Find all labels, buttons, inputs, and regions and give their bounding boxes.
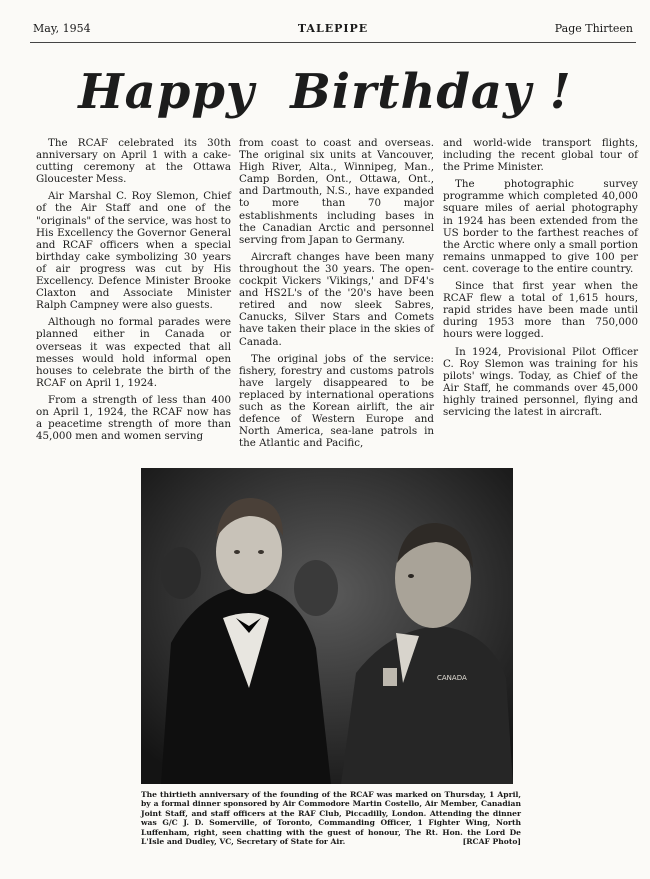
- paragraph: and world-wide transport flights, including the recent global tour of the Prime Minister.: [443, 137, 638, 174]
- publication-name: TALEPIPE: [297, 22, 369, 35]
- issue-date: May, 1954: [33, 22, 91, 35]
- article-body: [36, 137, 638, 450]
- caption-text: The thirtieth anniversary of the founding of the RCAF was marked on Thursday, 1 April, by a formal dinner sponsored by Air Commodore Martin Costello, Air Member, Canadian Joint Staff, and staff officers at the RAF Club, Piccadilly, London. Attending the dinner was G/C J. D. Somerville, of Toronto, Commanding Officer, 1 Fighter Wing, North Luffenham, right, seen chatting with the guest of honour, The Rt. Hon. the Lord De L'Isle and Dudley, VC, Secretary of State for Air.: [141, 790, 521, 847]
- paragraph: In 1924, Provisional Pilot Officer C. Roy Slemon was training for his pilots' wings. Today, as Chief of the Air Staff, he commands over 45,000 highly trained personnel, flying and servicing the latest in aircraft.: [443, 345, 638, 418]
- paragraph: The photographic survey programme which completed 40,000 square miles of aerial photography in 1924 has been extended from the US border to the farthest reaches of the Arctic where only a small portion remains unmapped to give 100 per cent. coverage to the entire country.: [443, 178, 638, 275]
- paragraph: from coast to coast and overseas. The original six units at Vancouver, High River, Alta., Winnipeg, Man., Camp Borden, Ont., Ottawa, Ont., and Dartmouth, N.S., have expanded to more than 70 major establishments including bases in the Canadian Arctic and personnel serving from Japan to Germany.: [239, 137, 434, 246]
- uniform-shoulder-title: CANADA: [437, 674, 467, 682]
- paragraph: Aircraft changes have been many throughout the 30 years. The open-cockpit Vickers 'Vikings,' and DF4's and HS2L's of the '20's have been retired and now sleek Sabres, Canucks, Silver Stars and Comets have taken their place in the skies of Canada.: [239, 250, 434, 348]
- page-header: [33, 22, 633, 38]
- paragraph: From a strength of less than 400 on April 1, 1924, the RCAF now has a peacetime strength of more than 45,000 men and women serving: [36, 393, 231, 443]
- paragraph: The RCAF celebrated its 30th anniversary on April 1 with a cake-cutting ceremony at the Ottawa Gloucester Mess.: [36, 137, 231, 186]
- page-number: Page Thirteen: [554, 22, 633, 35]
- header-rule: [30, 42, 636, 43]
- photograph: [141, 468, 513, 784]
- paragraph: Air Marshal C. Roy Slemon, Chief of the Air Staff and one of the "originals" of the service, was host to His Excellency the Governor General and RCAF officers when a special birthday cake symbolizing 30 years of air progress was cut by His Excellency. Defence Minister Brooke Claxton and Associate Minister Ralph Campney were also guests.: [36, 190, 232, 312]
- column-1: [36, 137, 231, 447]
- photo-credit: [RCAF Photo]: [462, 837, 521, 847]
- column-2: [239, 137, 434, 454]
- paragraph: Since that first year when the RCAF flew a total of 1,615 hours, rapid strides have been made until during 1953 more than 750,000 hours were logged.: [443, 280, 638, 341]
- column-3: [443, 137, 638, 423]
- article-title: Happy Birthday !: [78, 64, 572, 120]
- paragraph: The original jobs of the service: fishery, forestry and customs patrols have largely disappeared to be replaced by international operations such as the Korean airlift, the air defence of Western Europe and North America, sea-lane patrols in the Atlantic and Pacific,: [239, 352, 434, 450]
- paragraph: Although no formal parades were planned either in Canada or overseas it was expected that all messes would hold informal open houses to celebrate the birth of the RCAF on April 1, 1924.: [36, 316, 231, 389]
- photo-illustration: [141, 468, 513, 784]
- photo-caption: [141, 790, 521, 846]
